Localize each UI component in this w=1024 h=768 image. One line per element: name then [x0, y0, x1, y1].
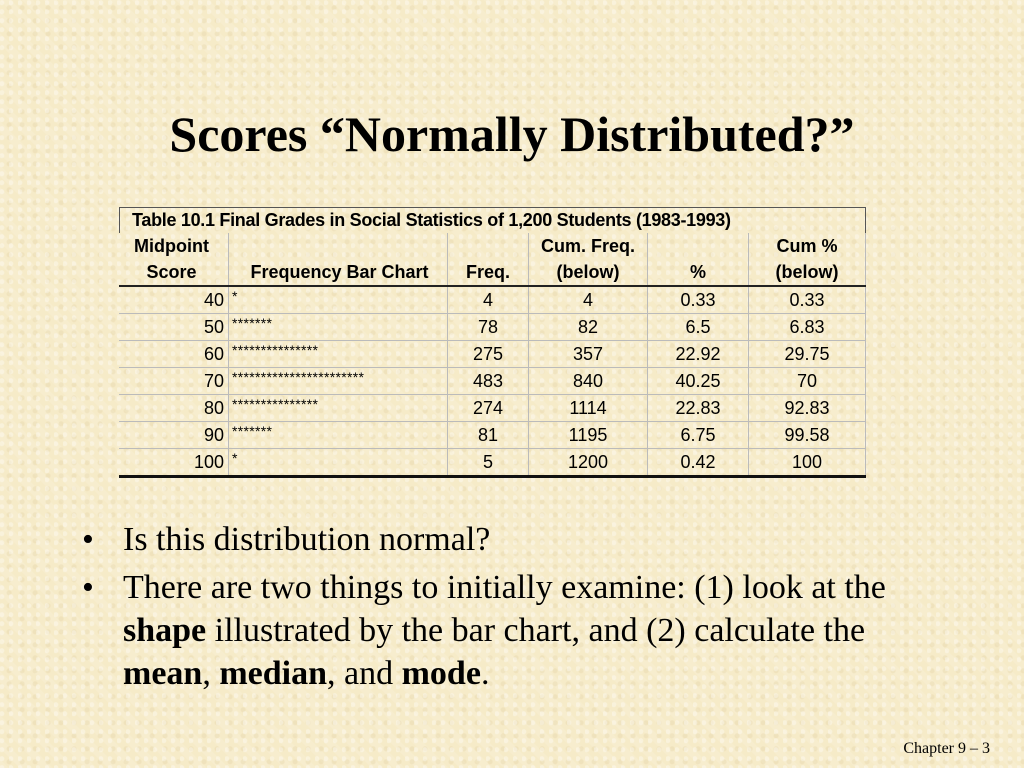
cell-score: 40 [119, 286, 229, 314]
header-pct-empty [648, 233, 749, 259]
cell-cum-pct: 0.33 [749, 286, 866, 314]
bullet-text-part: . [480, 655, 490, 692]
slide-title: Scores “Normally Distributed?” [169, 106, 855, 162]
cell-cum-pct: 100 [749, 449, 866, 477]
bold-term-shape: shape [123, 612, 207, 649]
frequency-stars: *************** [232, 396, 319, 412]
header-midpoint: Midpoint [119, 233, 229, 259]
cell-pct: 22.92 [648, 341, 749, 368]
cell-score: 100 [119, 449, 229, 477]
cell-cum-pct: 92.83 [749, 395, 866, 422]
bullet-item [82, 518, 942, 561]
cell-cum-freq: 1200 [529, 449, 648, 477]
cell-cum-freq: 82 [529, 314, 648, 341]
cell-pct: 22.83 [648, 395, 749, 422]
cell-cum-pct: 6.83 [749, 314, 866, 341]
grades-table [119, 207, 866, 478]
frequency-stars: ******* [232, 315, 273, 331]
cell-bar [229, 341, 448, 368]
bullet-icon: • [82, 569, 94, 606]
frequency-stars: *********************** [232, 369, 365, 385]
table-row [119, 286, 866, 314]
cell-freq: 483 [448, 368, 529, 395]
cell-freq: 4 [448, 286, 529, 314]
bullet-item [82, 566, 942, 695]
header-cum-pct-below: (below) [749, 259, 866, 286]
cell-cum-pct: 29.75 [749, 341, 866, 368]
cell-score: 90 [119, 422, 229, 449]
cell-bar [229, 422, 448, 449]
header-freq: Freq. [448, 259, 529, 286]
cell-bar [229, 286, 448, 314]
cell-freq: 81 [448, 422, 529, 449]
cell-cum-freq: 1195 [529, 422, 648, 449]
table-caption: Table 10.1 Final Grades in Social Statistics of 1,200 Students (1983-1993) [119, 207, 866, 233]
cell-cum-pct: 70 [749, 368, 866, 395]
slide-footer: Chapter 9 – 3 [903, 740, 990, 757]
header-score: Score [119, 259, 229, 286]
frequency-stars: * [232, 288, 238, 304]
header-row-2 [119, 259, 866, 286]
bullet-text-part: illustrated by the bar chart, and (2) calculate the [206, 612, 866, 649]
header-freq-empty [448, 233, 529, 259]
grades-table-container [119, 207, 858, 478]
cell-cum-freq: 4 [529, 286, 648, 314]
bold-term-median: median [219, 655, 328, 692]
cell-pct: 0.42 [648, 449, 749, 477]
bold-term-mode: mode [401, 655, 481, 692]
cell-score: 80 [119, 395, 229, 422]
cell-cum-freq: 840 [529, 368, 648, 395]
table-row [119, 341, 866, 368]
header-bar-empty [229, 233, 448, 259]
table-row [119, 449, 866, 477]
cell-bar [229, 395, 448, 422]
frequency-stars: ******* [232, 423, 273, 439]
bullet-text-part: , [202, 655, 220, 692]
cell-score: 70 [119, 368, 229, 395]
header-cum-freq-below: (below) [529, 259, 648, 286]
table-body [119, 286, 866, 477]
frequency-stars: * [232, 450, 238, 466]
cell-bar [229, 314, 448, 341]
cell-pct: 0.33 [648, 286, 749, 314]
bullet-text-part: , and [327, 655, 402, 692]
cell-pct: 6.5 [648, 314, 749, 341]
cell-pct: 6.75 [648, 422, 749, 449]
table-header [119, 233, 866, 286]
cell-score: 50 [119, 314, 229, 341]
cell-freq: 275 [448, 341, 529, 368]
header-row-1 [119, 233, 866, 259]
cell-cum-pct: 99.58 [749, 422, 866, 449]
cell-score: 60 [119, 341, 229, 368]
bullet-list [82, 518, 942, 700]
cell-pct: 40.25 [648, 368, 749, 395]
bullet-icon: • [82, 521, 94, 558]
table-row [119, 368, 866, 395]
cell-bar [229, 368, 448, 395]
cell-bar [229, 449, 448, 477]
cell-cum-freq: 1114 [529, 395, 648, 422]
bold-term-mean: mean [123, 655, 203, 692]
bullet-text: Is this distribution normal? [123, 521, 491, 558]
cell-freq: 274 [448, 395, 529, 422]
table-row [119, 314, 866, 341]
header-cum-freq: Cum. Freq. [529, 233, 648, 259]
cell-cum-freq: 357 [529, 341, 648, 368]
table-row [119, 422, 866, 449]
frequency-stars: *************** [232, 342, 319, 358]
header-percent: % [648, 259, 749, 286]
cell-freq: 5 [448, 449, 529, 477]
cell-freq: 78 [448, 314, 529, 341]
header-frequency-bar-chart: Frequency Bar Chart [229, 259, 448, 286]
table-row [119, 395, 866, 422]
bullet-text-part: There are two things to initially examine: (1) look at the [123, 569, 886, 606]
header-cum-pct: Cum % [749, 233, 866, 259]
